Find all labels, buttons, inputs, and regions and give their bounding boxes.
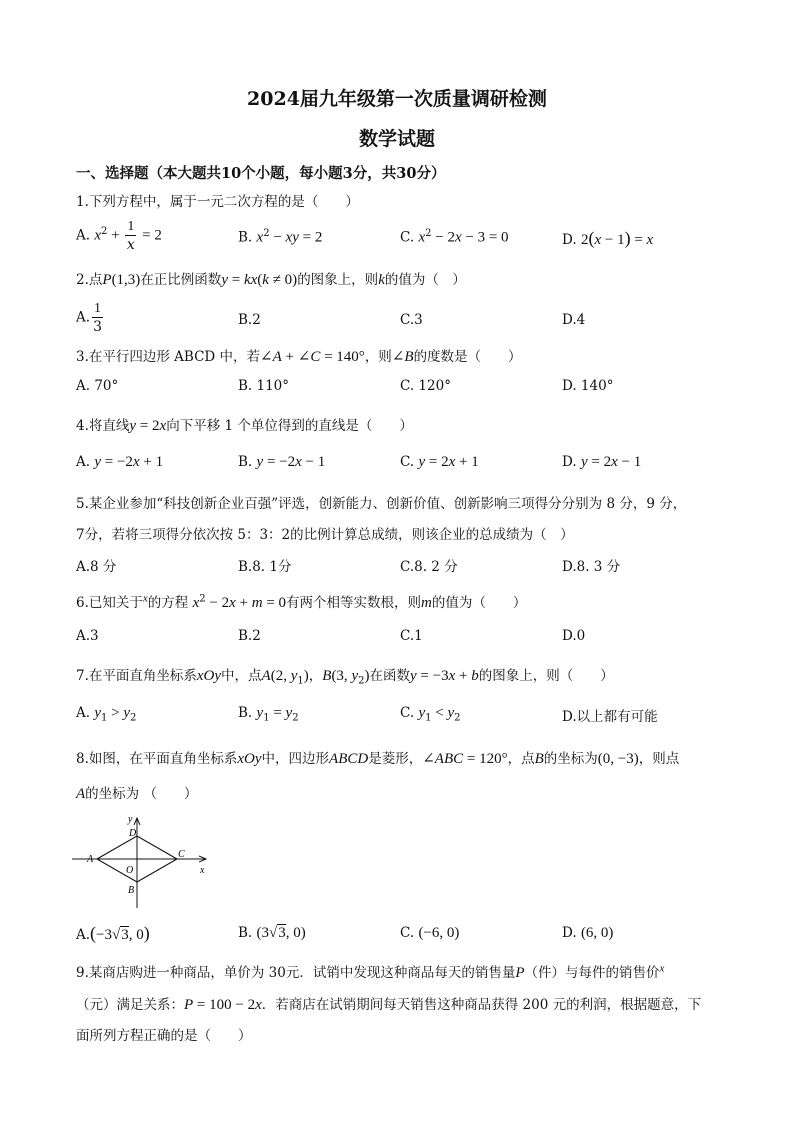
question-4: 4.将直线y = 2x向下平移 1 个单位得到的直线是（ ） [76, 418, 413, 434]
q8-option-c: C. (−6, 0) [400, 925, 460, 941]
q2-option-b: B.2 [238, 312, 261, 328]
label-y: y [128, 814, 133, 825]
q3-option-a: A. 70° [76, 378, 119, 394]
rhombus-figure [70, 812, 220, 912]
q8-option-d: D. (6, 0) [562, 925, 614, 941]
question-7: 7.在平面直角坐标系xOy中，点A(2, $y_1$)，B(3, $y_2$)在函数y = −3x + b的图象上，则（ ） [76, 668, 614, 687]
q7-option-a: A. $y_1 > y_2$ [76, 705, 137, 724]
q3-option-b: B. 110° [238, 378, 290, 394]
question-2: 2.点P(1,3)在正比例函数y = kx(k ≠ 0)的图象上，则k的值为（ ） [76, 272, 466, 288]
q5-option-a: A.8 分 [76, 559, 117, 575]
q5-option-d: D.8. 3 分 [562, 559, 621, 575]
q4-option-a: A. y = −2x + 1 [76, 454, 164, 470]
q1-option-b: B. $x^2$ − xy = 2 [238, 228, 323, 246]
q3-option-c: C. 120° [400, 378, 451, 394]
q7-option-c: C. $y_1 < y_2$ [400, 705, 461, 724]
question-3: 3.在平行四边形 ABCD 中，若∠A + ∠C = 140°，则∠B的度数是（ ） [76, 349, 522, 365]
question-9-line-3: 面所列方程正确的是（ ） [76, 1028, 252, 1044]
q4-option-d: D. y = 2x − 1 [562, 454, 642, 470]
question-9-line-2: （元）满足关系：P = 100 − 2x．若商店在试销期间每天销售这种商品获得 200 元的利润，根据题意，下 [76, 997, 702, 1013]
page-title: 2024届九年级第一次质量调研检测 [247, 88, 547, 110]
label-d: D [129, 828, 137, 839]
question-8-line-1: 8.如图，在平面直角坐标系xOy中，四边形ABCD是菱形，∠ABC = 120°，点B的坐标为(0, −3)，则点 [76, 751, 680, 767]
q4-option-c: C. y = 2x + 1 [400, 454, 479, 470]
label-c: C [178, 849, 185, 860]
question-8-line-2: A的坐标为 （ ） [76, 786, 198, 802]
q8-option-a: A.(−3√3, 0) [76, 923, 150, 943]
q4-option-b: B. y = −2x − 1 [238, 454, 326, 470]
q6-option-d: D.0 [562, 628, 586, 644]
q6-option-b: B.2 [238, 628, 261, 644]
q1-option-a: A. $x^2$ + $\frac{1}{x}$ = 2 [76, 219, 162, 253]
q7-option-d: D.以上都有可能 [562, 709, 658, 725]
q2-option-a: A. $\frac{1}{3}$ [76, 301, 102, 335]
q3-option-d: D. 140° [562, 378, 614, 394]
question-9-line-1: 9.某商店购进一种商品，单价为 30元．试销中发现这种商品每天的销售量P（件）与每件的销售价$^x$ [76, 962, 665, 981]
q6-option-a: A.3 [76, 628, 99, 644]
q1-option-d: D. 2(x − 1) = x [562, 228, 654, 248]
q8-option-b: B. (3√3, 0) [238, 925, 306, 941]
q2-option-c: C.3 [400, 312, 423, 328]
q6-option-c: C.1 [400, 628, 423, 644]
label-o: O [126, 865, 134, 876]
q2-option-d: D.4 [562, 312, 586, 328]
q5-option-b: B.8. 1分 [238, 559, 292, 575]
q5-option-c: C.8. 2 分 [400, 559, 458, 575]
question-6: 6.已知关于$^x$的方程 $x^2 - 2x + m = 0$有两个相等实数根，则m的值为（ ） [76, 592, 527, 611]
section-heading: 一、选择题（本大题共10个小题，每小题3分，共30分） [76, 165, 446, 182]
label-x: x [200, 865, 205, 876]
page-subtitle: 数学试题 [358, 128, 435, 150]
label-b: B [128, 885, 135, 896]
question-5-line-1: 5.某企业参加“科技创新企业百强”评选，创新能力、创新价值、创新影响三项得分分别为 8 分，9 分， [76, 496, 687, 512]
question-5-line-2: 7分，若将三项得分依次按 5：3：2的比例计算总成绩，则该企业的总成绩为（ ） [76, 527, 574, 543]
question-1: 1.下列方程中，属于一元二次方程的是（ ） [76, 194, 359, 210]
q1-option-c: C. $x^2 - 2x - 3 = 0$ [400, 228, 509, 246]
label-a: A [87, 854, 94, 865]
q7-option-b: B. $y_1 = y_2$ [238, 705, 299, 724]
